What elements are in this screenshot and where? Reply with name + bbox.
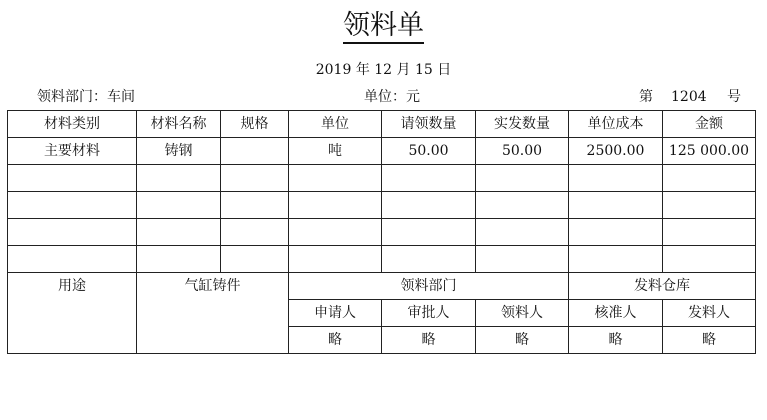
header-cell: 单位 [289,111,382,138]
table-row [8,165,756,192]
requisition-table [7,110,756,354]
table-cell [8,165,137,192]
table-cell [8,219,137,246]
table-cell: 主要材料 [8,138,137,165]
header-cell: 规格 [221,111,289,138]
table-cell [663,219,756,246]
table-cell [221,138,289,165]
table-cell [569,165,663,192]
usage-value: 气缸铸件 [137,273,289,354]
table-cell [221,219,289,246]
warehouse-section: 发料仓库 [569,273,756,300]
signature-cell: 略 [663,327,756,354]
table-cell: 2500.00 [569,138,663,165]
signature-cell: 略 [289,327,382,354]
table-cell [221,192,289,219]
table-cell [569,246,663,273]
header-cell: 材料类别 [8,111,137,138]
table-cell: 铸钢 [137,138,221,165]
header-cell: 实发数量 [476,111,569,138]
role-applicant: 申请人 [289,300,382,327]
table-cell [476,192,569,219]
table-cell: 50.00 [382,138,476,165]
table-cell [382,192,476,219]
signature-cell: 略 [382,327,476,354]
currency-unit-label: 单位：元 [364,89,420,105]
table-cell [663,246,756,273]
table-cell [663,192,756,219]
section-row [8,273,756,300]
table-row [8,192,756,219]
table-cell: 125 000.00 [663,138,756,165]
table-cell [569,219,663,246]
table-cell [289,219,382,246]
role-approver: 审批人 [382,300,476,327]
table-cell [382,246,476,273]
signature-cell: 略 [569,327,663,354]
table-cell [137,165,221,192]
table-cell [221,246,289,273]
table-cell [289,246,382,273]
department-label: 领料部门：车间 [37,89,135,105]
table-cell: 吨 [289,138,382,165]
table-cell [569,192,663,219]
table-row [8,219,756,246]
table-cell [476,165,569,192]
table-cell [137,246,221,273]
table-cell [221,165,289,192]
signature-cell: 略 [476,327,569,354]
table-cell [476,246,569,273]
table-cell [476,219,569,246]
table-row [8,246,756,273]
usage-label: 用途 [8,273,137,354]
table-row [8,138,756,165]
role-issuer: 发料人 [663,300,756,327]
form-title [0,8,767,44]
requisition-dept-section: 领料部门 [289,273,569,300]
form-number-prefix: 第 [639,89,653,105]
table-cell [8,192,137,219]
header-cell: 金额 [663,111,756,138]
header-cell: 请领数量 [382,111,476,138]
form-number-suffix: 号 [727,89,741,105]
table-cell [382,165,476,192]
header-cell: 材料名称 [137,111,221,138]
table-cell [382,219,476,246]
header-cell: 单位成本 [569,111,663,138]
form-title-text: 领料单 [343,10,424,44]
table-cell [289,192,382,219]
form-number-value: 1204 [671,89,707,105]
table-cell [137,219,221,246]
role-receiver: 领料人 [476,300,569,327]
table-cell [137,192,221,219]
table-cell: 50.00 [476,138,569,165]
table-cell [289,165,382,192]
table-cell [663,165,756,192]
role-verifier: 核准人 [569,300,663,327]
table-cell [8,246,137,273]
form-date: 2019 年 12 月 15 日 [315,62,452,78]
header-row [8,111,756,138]
